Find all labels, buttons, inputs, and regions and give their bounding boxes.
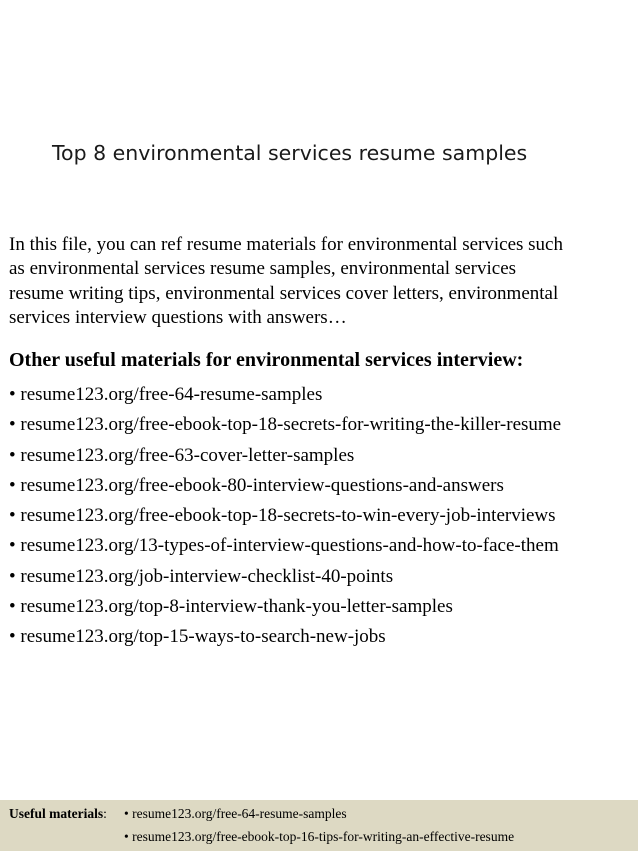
footer-link[interactable]: • resume123.org/free-64-resume-samples xyxy=(124,806,347,821)
materials-link[interactable]: • resume123.org/13-types-of-interview-questions-and-how-to-face-them xyxy=(9,535,559,557)
footer-label-text: Useful materials xyxy=(9,806,104,821)
materials-link[interactable]: • resume123.org/free-ebook-top-18-secrets-for-writing-the-killer-resume xyxy=(9,414,562,436)
footer-link[interactable]: • resume123.org/free-ebook-top-16-tips-for-writing-an-effective-resume xyxy=(124,829,515,844)
materials-heading: Other useful materials for environmental services interview: xyxy=(9,349,524,371)
materials-link[interactable]: • resume123.org/free-64-resume-samples xyxy=(9,384,323,405)
intro-line: In this file, you can ref resume materials for environmental services such xyxy=(9,234,563,255)
materials-link[interactable]: • resume123.org/top-15-ways-to-search-new-jobs xyxy=(9,626,386,648)
footer-bar xyxy=(0,800,638,851)
page-title: Top 8 environmental services resume samples xyxy=(52,141,528,165)
materials-link[interactable]: • resume123.org/free-ebook-80-interview-questions-and-answers xyxy=(9,474,504,496)
materials-link[interactable]: • resume123.org/job-interview-checklist-40-points xyxy=(9,565,394,587)
materials-link[interactable]: • resume123.org/top-8-interview-thank-you-letter-samples xyxy=(9,596,453,618)
materials-link[interactable]: • resume123.org/free-ebook-top-18-secrets-to-win-every-job-interviews xyxy=(9,505,556,527)
footer-label-colon: : xyxy=(103,806,107,821)
intro-line: resume writing tips, environmental services cover letters, environmental xyxy=(9,282,559,304)
intro-line: services interview questions with answers… xyxy=(9,306,347,328)
materials-link-list xyxy=(9,380,561,653)
materials-link[interactable]: • resume123.org/free-63-cover-letter-samples xyxy=(9,444,355,466)
intro-line: as environmental services resume samples, environmental services xyxy=(9,258,517,280)
footer-label xyxy=(9,806,107,822)
intro-paragraph xyxy=(9,233,634,330)
